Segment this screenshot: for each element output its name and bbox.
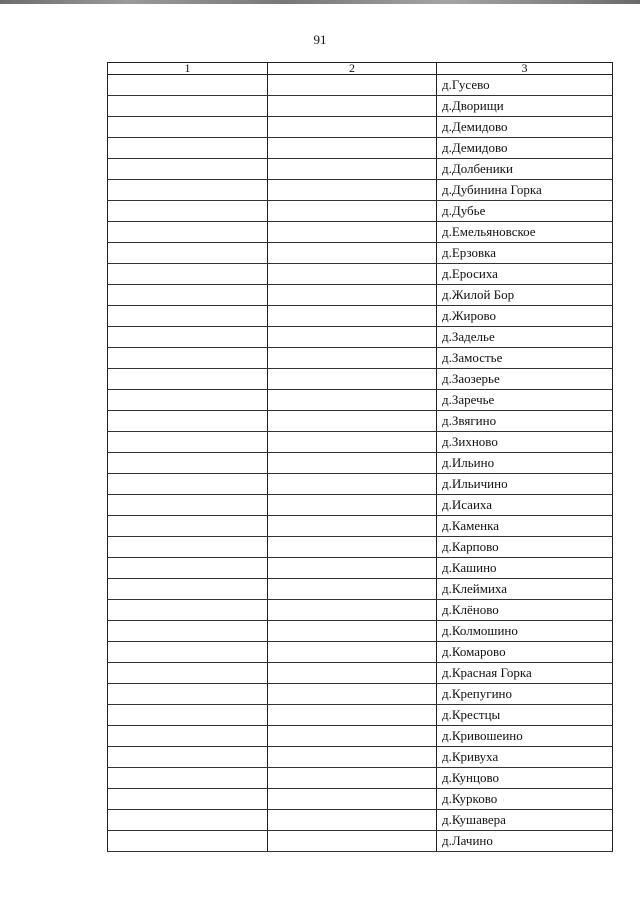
table-cell-col1 (108, 159, 268, 180)
table-row (108, 432, 613, 453)
table-cell-col2 (268, 516, 437, 537)
table-cell-col2 (268, 222, 437, 243)
table-row (108, 348, 613, 369)
table-row (108, 264, 613, 285)
table-cell-col1 (108, 348, 268, 369)
table-cell-col2 (268, 285, 437, 306)
table-row (108, 243, 613, 264)
table-cell-col2 (268, 453, 437, 474)
table-cell-col1 (108, 243, 268, 264)
table-cell-col2 (268, 180, 437, 201)
table-cell-col3: д.Дворищи (437, 96, 613, 117)
table-cell-col2 (268, 117, 437, 138)
table-row (108, 831, 613, 852)
table-cell-col1 (108, 264, 268, 285)
table-cell-col1 (108, 810, 268, 831)
table-row (108, 705, 613, 726)
table-cell-col3: д.Емельяновское (437, 222, 613, 243)
table-cell-col3: д.Ильино (437, 453, 613, 474)
table-row (108, 579, 613, 600)
table-cell-col2 (268, 201, 437, 222)
table-cell-col3: д.Исаиха (437, 495, 613, 516)
table-cell-col1 (108, 222, 268, 243)
table-cell-col3: д.Карпово (437, 537, 613, 558)
table-cell-col1 (108, 621, 268, 642)
table-cell-col1 (108, 411, 268, 432)
table-cell-col2 (268, 432, 437, 453)
table-cell-col2 (268, 348, 437, 369)
table-cell-col1 (108, 327, 268, 348)
table-row (108, 159, 613, 180)
table-cell-col3: д.Заделье (437, 327, 613, 348)
table-cell-col3: д.Замостье (437, 348, 613, 369)
table-cell-col2 (268, 390, 437, 411)
table-row (108, 621, 613, 642)
table-cell-col2 (268, 327, 437, 348)
table-cell-col3: д.Курково (437, 789, 613, 810)
table-cell-col1 (108, 453, 268, 474)
table-cell-col1 (108, 180, 268, 201)
table-cell-col1 (108, 663, 268, 684)
table-cell-col3: д.Жилой Бор (437, 285, 613, 306)
table-row (108, 768, 613, 789)
table-row (108, 558, 613, 579)
table-row (108, 201, 613, 222)
table-cell-col2 (268, 726, 437, 747)
settlements-table (107, 62, 613, 852)
table-cell-col3: д.Кашино (437, 558, 613, 579)
table-cell-col1 (108, 705, 268, 726)
table-cell-col3: д.Дубье (437, 201, 613, 222)
table-cell-col3: д.Звягино (437, 411, 613, 432)
table-cell-col1 (108, 642, 268, 663)
table-cell-col1 (108, 390, 268, 411)
table-cell-col2 (268, 159, 437, 180)
table-cell-col1 (108, 285, 268, 306)
table-row (108, 306, 613, 327)
table-row (108, 747, 613, 768)
table-cell-col2 (268, 369, 437, 390)
table-row (108, 474, 613, 495)
table-cell-col1 (108, 831, 268, 852)
table-row (108, 642, 613, 663)
table-cell-col3: д.Клеймиха (437, 579, 613, 600)
table-cell-col1 (108, 495, 268, 516)
table-cell-col1 (108, 138, 268, 159)
table-cell-col3: д.Заречье (437, 390, 613, 411)
table-cell-col3: д.Ильичино (437, 474, 613, 495)
table-cell-col1 (108, 537, 268, 558)
table-cell-col3: д.Гусево (437, 75, 613, 96)
table-row (108, 684, 613, 705)
table-cell-col3: д.Долбеники (437, 159, 613, 180)
table-cell-col3: д.Кунцово (437, 768, 613, 789)
table-cell-col3: д.Крестцы (437, 705, 613, 726)
table-row (108, 285, 613, 306)
table-cell-col1 (108, 201, 268, 222)
table-cell-col2 (268, 243, 437, 264)
table-cell-col1 (108, 747, 268, 768)
table-cell-col3: д.Красная Горка (437, 663, 613, 684)
table-cell-col3: д.Жирово (437, 306, 613, 327)
table-row (108, 537, 613, 558)
table-cell-col3: д.Комарово (437, 642, 613, 663)
table-body (108, 75, 613, 852)
table-cell-col2 (268, 495, 437, 516)
table-cell-col2 (268, 747, 437, 768)
table-cell-col1 (108, 369, 268, 390)
table-cell-col1 (108, 117, 268, 138)
table-cell-col2 (268, 537, 437, 558)
table-cell-col1 (108, 75, 268, 96)
table-cell-col3: д.Дубинина Горка (437, 180, 613, 201)
table-row (108, 810, 613, 831)
table-cell-col3: д.Лачино (437, 831, 613, 852)
table-cell-col3: д.Клёново (437, 600, 613, 621)
table-row (108, 117, 613, 138)
table-cell-col2 (268, 558, 437, 579)
table-cell-col1 (108, 432, 268, 453)
table-cell-col1 (108, 684, 268, 705)
table-row (108, 75, 613, 96)
table-cell-col2 (268, 705, 437, 726)
table-cell-col2 (268, 96, 437, 117)
table-cell-col2 (268, 75, 437, 96)
table-header-row (108, 63, 613, 75)
table-row (108, 327, 613, 348)
table-row (108, 495, 613, 516)
table-cell-col2 (268, 306, 437, 327)
table-row (108, 180, 613, 201)
table-cell-col2 (268, 621, 437, 642)
table-cell-col3: д.Кривуха (437, 747, 613, 768)
page-number: 91 (313, 32, 327, 47)
table-cell-col2 (268, 768, 437, 789)
table-row (108, 138, 613, 159)
table-cell-col2 (268, 579, 437, 600)
table-cell-col1 (108, 306, 268, 327)
table-row (108, 516, 613, 537)
column-header-1: 1 (108, 63, 268, 75)
table-cell-col3: д.Заозерье (437, 369, 613, 390)
table-cell-col3: д.Ерзовка (437, 243, 613, 264)
table-row (108, 390, 613, 411)
table-cell-col1 (108, 516, 268, 537)
table-cell-col1 (108, 558, 268, 579)
table-cell-col2 (268, 663, 437, 684)
column-header-3: 3 (437, 63, 613, 75)
table-row (108, 600, 613, 621)
table-row (108, 453, 613, 474)
table-row (108, 789, 613, 810)
table-cell-col2 (268, 264, 437, 285)
table-cell-col3: д.Крепугино (437, 684, 613, 705)
table-row (108, 663, 613, 684)
table-cell-col3: д.Еросиха (437, 264, 613, 285)
table-cell-col2 (268, 642, 437, 663)
table-cell-col1 (108, 579, 268, 600)
table-cell-col2 (268, 600, 437, 621)
table-cell-col3: д.Кривошеино (437, 726, 613, 747)
table-row (108, 411, 613, 432)
table-cell-col2 (268, 411, 437, 432)
column-header-2: 2 (268, 63, 437, 75)
table-row (108, 222, 613, 243)
table-row (108, 726, 613, 747)
table-cell-col3: д.Демидово (437, 138, 613, 159)
table-cell-col1 (108, 600, 268, 621)
table-cell-col2 (268, 684, 437, 705)
table-cell-col3: д.Колмошино (437, 621, 613, 642)
table-cell-col2 (268, 789, 437, 810)
table-cell-col3: д.Кушавера (437, 810, 613, 831)
table-cell-col2 (268, 831, 437, 852)
table-row (108, 369, 613, 390)
table-cell-col3: д.Зихново (437, 432, 613, 453)
table-row (108, 96, 613, 117)
table-cell-col1 (108, 789, 268, 810)
table-cell-col1 (108, 726, 268, 747)
table-cell-col1 (108, 96, 268, 117)
scan-edge (0, 0, 640, 4)
table-cell-col3: д.Каменка (437, 516, 613, 537)
table-cell-col2 (268, 138, 437, 159)
table-cell-col1 (108, 474, 268, 495)
table-cell-col2 (268, 810, 437, 831)
table-cell-col3: д.Демидово (437, 117, 613, 138)
table-cell-col1 (108, 768, 268, 789)
table-cell-col2 (268, 474, 437, 495)
